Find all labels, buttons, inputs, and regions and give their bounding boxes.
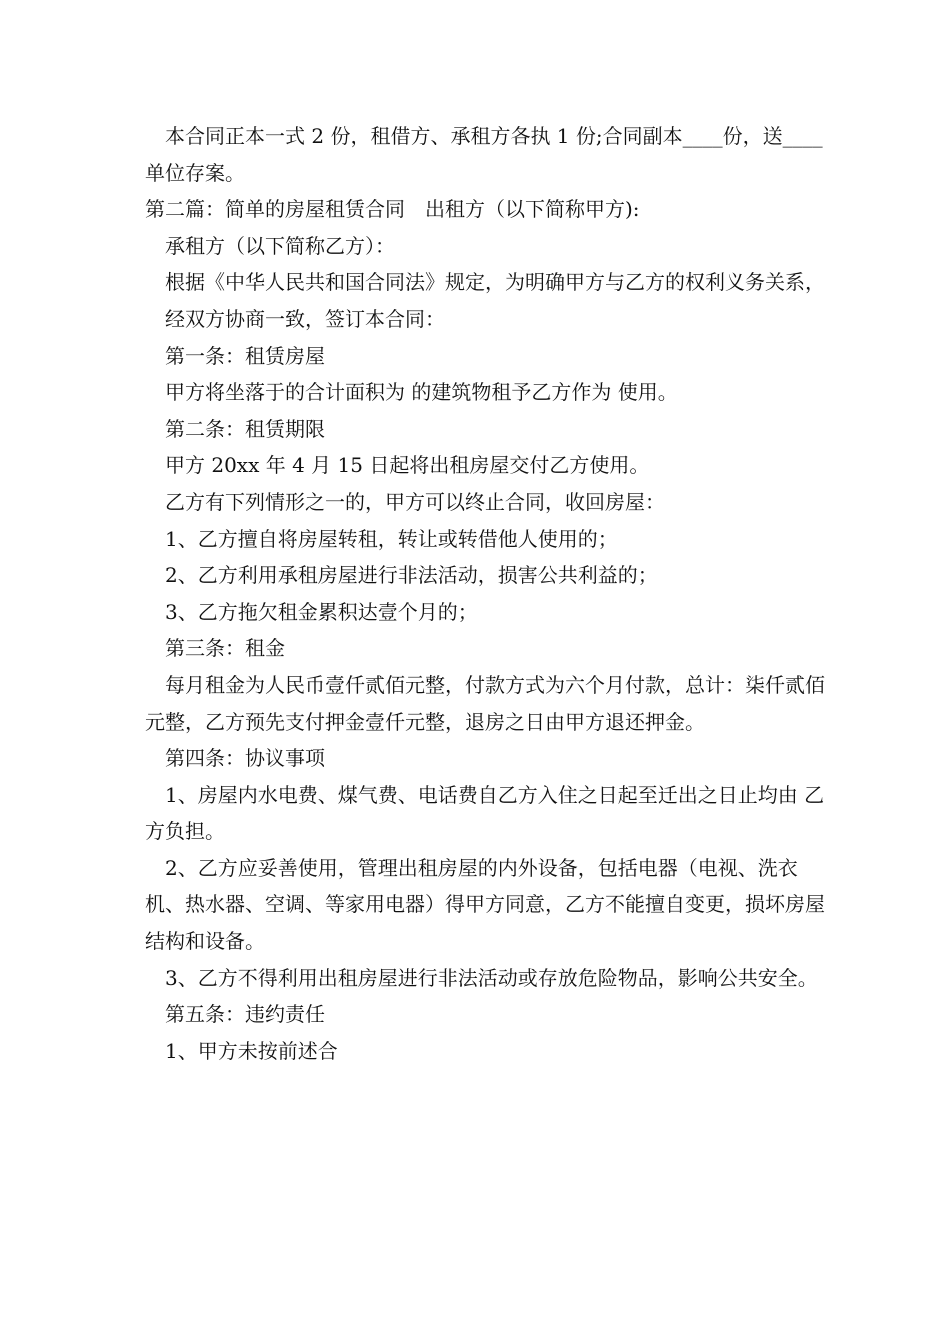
heading-article-3: 第三条：租金 (165, 636, 285, 661)
paragraph-rent: 每月租金为人民币壹仟贰佰元整，付款方式为六个月付款，总计：柒仟贰佰元整，乙方预先支付押金壹仟元整，退房之日由甲方退还押金。 (145, 672, 825, 734)
list-item-termination-3: 3、乙方拖欠租金累积达壹个月的； (165, 599, 478, 624)
paragraph-second-article-title: 第二篇：简单的房屋租赁合同 出租方（以下简称甲方): (145, 197, 640, 222)
list-item-termination-1: 1、乙方擅自将房屋转租，转让或转借他人使用的； (165, 526, 618, 551)
paragraph-agreement: 经双方协商一致，签订本合同： (165, 306, 445, 331)
list-item-liability-1: 1、甲方未按前述合 (165, 1038, 338, 1063)
paragraph-copies: 本合同正本一式 2 份，租借方、承租方各执 1 份;合同副本____份，送____单位存案。 (145, 124, 823, 185)
heading-article-4: 第四条：协议事项 (165, 746, 325, 771)
list-item-agreement-1: 1、房屋内水电费、煤气费、电话费自乙方入住之日起至迁出之日止均由 乙方负担。 (145, 782, 825, 844)
heading-article-5: 第五条：违约责任 (165, 1002, 325, 1027)
paragraph-tenant: 承租方（以下简称乙方）： (165, 233, 395, 258)
heading-article-2: 第二条：租赁期限 (165, 416, 325, 441)
list-item-agreement-3: 3、乙方不得利用出租房屋进行非法活动或存放危险物品，影响公共安全。 (165, 965, 818, 990)
heading-article-1: 第一条：租赁房屋 (165, 343, 325, 368)
document-page (145, 118, 825, 1069)
paragraph-legal-basis: 根据《中华人民共和国合同法》规定，为明确甲方与乙方的权利义务关系， (165, 270, 825, 295)
list-item-agreement-2: 2、乙方应妥善使用，管理出租房屋的内外设备，包括电器（电视、洗衣机、热水器、空调、等家用电器）得甲方同意，乙方不能擅自变更，损坏房屋结构和设备。 (145, 855, 825, 954)
paragraph-article-1-body: 甲方将坐落于的合计面积为 的建筑物租予乙方作为 使用。 (165, 380, 678, 405)
paragraph-article-2-body: 甲方 20xx 年 4 月 15 日起将出租房屋交付乙方使用。 (165, 453, 650, 478)
paragraph-termination-intro: 乙方有下列情形之一的，甲方可以终止合同，收回房屋： (165, 489, 665, 514)
list-item-termination-2: 2、乙方利用承租房屋进行非法活动，损害公共利益的； (165, 563, 658, 588)
